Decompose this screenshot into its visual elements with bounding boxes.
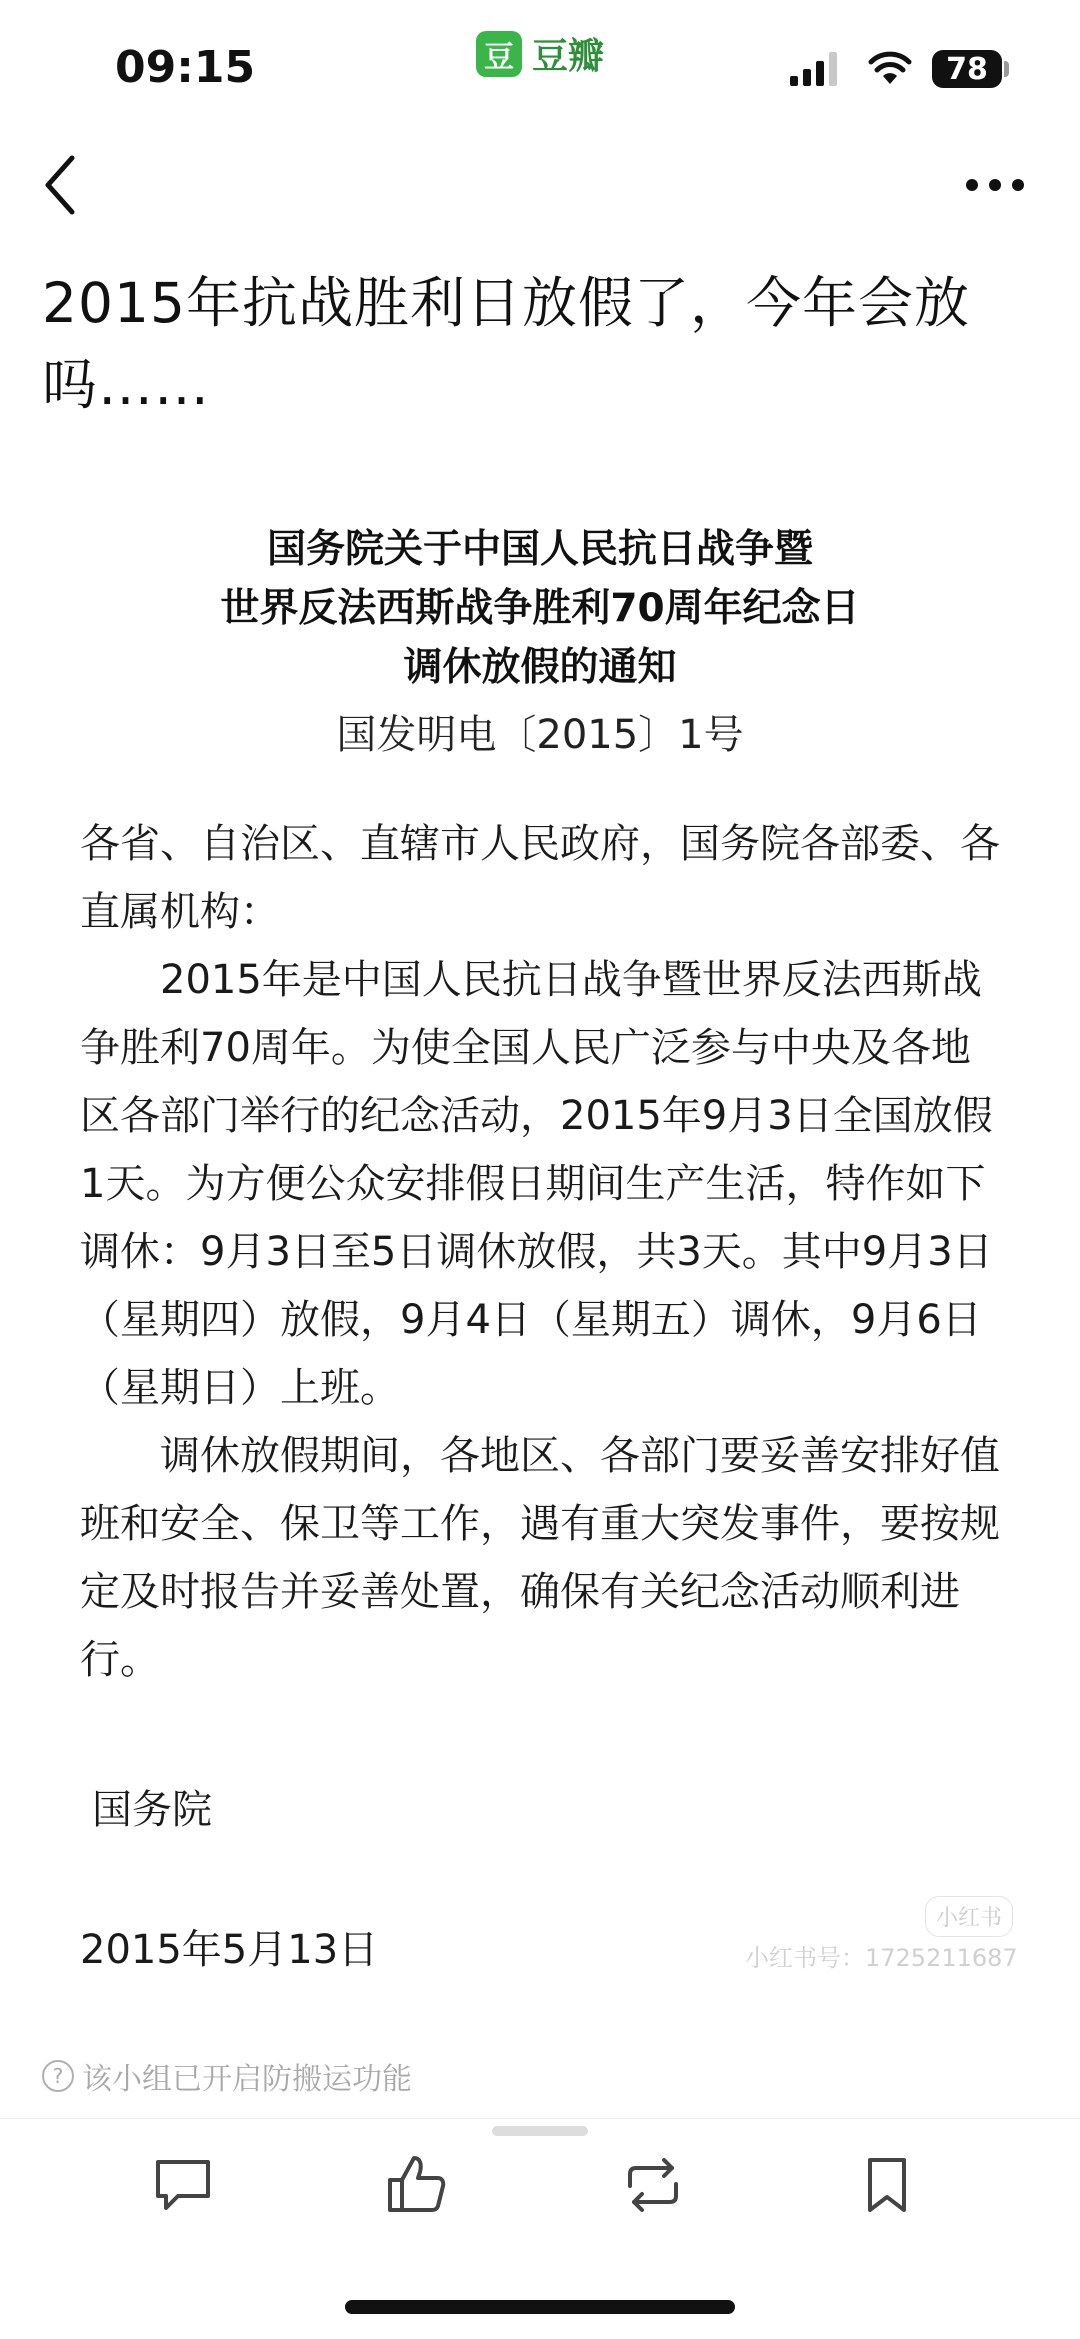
salutation: 各省、自治区、直辖市人民政府，国务院各部委、各直属机构：	[80, 821, 1000, 935]
more-icon[interactable]	[960, 165, 1030, 205]
heading-line: 调休放假的通知	[403, 645, 677, 690]
document-heading	[0, 520, 1080, 765]
back-icon[interactable]	[40, 150, 80, 220]
drag-handle[interactable]	[492, 2126, 588, 2136]
app-badge	[476, 28, 604, 79]
app-name: 豆瓣	[532, 36, 605, 77]
like-icon[interactable]	[382, 2150, 452, 2220]
battery-level: 78	[932, 50, 1002, 88]
home-indicator[interactable]	[345, 2300, 735, 2314]
document-body	[80, 810, 1010, 1694]
heading-line: 世界反法西斯战争胜利70周年纪念日	[220, 586, 860, 631]
bookmark-icon[interactable]	[852, 2150, 922, 2220]
wifi-icon	[868, 48, 912, 86]
paragraph: 2015年是中国人民抗日战争暨世界反法西斯战争胜利70周年。为使全国人民广泛参与中央及各地区各部门举行的纪念活动，2015年9月3日全国放假1天。为方便公众安排假日期间生产生活，特作如下调休：9月3日至5日调休放假，共3天。其中9月3日（星期四）放假，9月4日（星期五）调休，9月6日（星期日）上班。	[80, 957, 993, 1411]
document-date: 2015年5月13日	[80, 1927, 379, 1973]
heading-line: 国务院关于中国人民抗日战争暨	[266, 527, 813, 572]
anti-repost-notice	[42, 2054, 412, 2098]
comment-icon[interactable]	[148, 2150, 218, 2220]
repost-icon[interactable]	[618, 2150, 688, 2220]
document-number: 国发明电〔2015〕1号	[336, 712, 744, 758]
question-icon: ?	[42, 2060, 74, 2092]
battery-cap	[1004, 61, 1009, 77]
post-title: 2015年抗战胜利日放假了，今年会放吗……	[42, 271, 970, 417]
douban-logo-icon: 豆	[476, 31, 522, 77]
watermark-id: 小红书号：1725211687	[745, 1944, 1018, 1972]
watermark-logo: 小红书	[925, 1896, 1013, 1937]
paragraph: 调休放假期间，各地区、各部门要妥善安排好值班和安全、保卫等工作，遇有重大突发事件，要按规定及时报告并妥善处置，确保有关纪念活动顺利进行。	[80, 1433, 1000, 1683]
signature: 国务院	[92, 1787, 212, 1833]
status-time: 09:15	[115, 42, 256, 93]
cellular-signal-icon	[790, 52, 838, 86]
notice-text: 该小组已开启防搬运功能	[82, 2062, 412, 2097]
